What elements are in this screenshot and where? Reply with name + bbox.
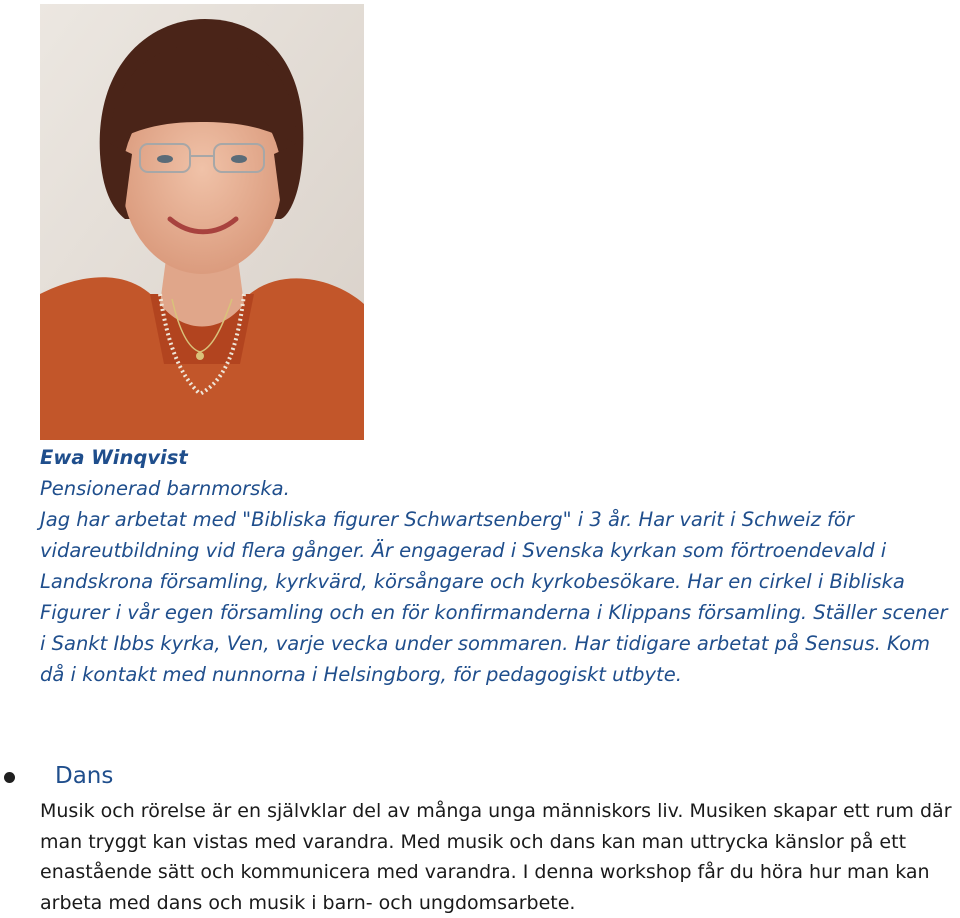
workshop-title: Dans xyxy=(55,763,114,789)
bullet-icon xyxy=(4,772,15,783)
profile-name: Ewa Winqvist xyxy=(40,446,188,469)
profile-bio-block xyxy=(40,442,950,690)
workshop-description: Musik och rörelse är en självklar del av många unga människors liv. Musiken skapar ett rum där man tryggt kan vistas med varandra. Med musik och dans kan man uttrycka känslor på ett enastående sätt och kommunicera med varandra. I denna workshop får du höra hur man kan arbeta med dans och musik i barn- och ungdomsarbete. xyxy=(40,800,952,914)
profile-title: Pensionerad barnmorska. xyxy=(40,477,290,500)
portrait-photo xyxy=(40,4,364,440)
profile-bio: Jag har arbetat med "Bibliska figurer Schwartsenberg" i 3 år. Har varit i Schweiz för vidareutbildning vid flera gånger. Är engagerad i Svenska kyrkan som förtroendevald i Landskrona församling, kyrkvärd, körsångare och kyrkobesökare. Har en cirkel i Bibliska Figurer i vår egen församling och en för konfirmanderna i Klippans församling. Ställer scener i Sankt Ibbs kyrka, Ven, varje vecka under sommaren. Har tidigare arbetat på Sensus. Kom då i kontakt med nunnorna i Helsingborg, för pedagogiskt utbyte. xyxy=(40,508,948,686)
